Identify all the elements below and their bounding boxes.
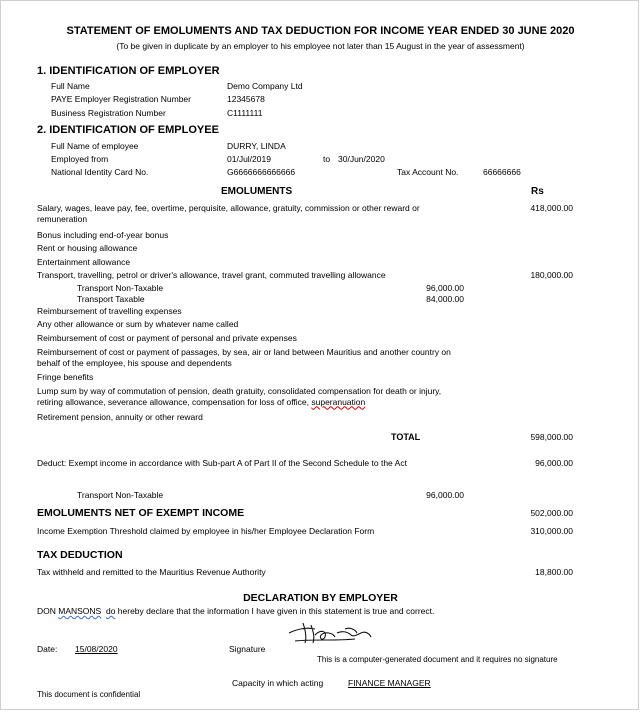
paye-label: PAYE Employer Registration Number xyxy=(51,94,191,104)
nic-value: G6666666666666 xyxy=(227,167,296,177)
employed-to-value: 30/Jun/2020 xyxy=(338,154,385,164)
transport-nontax-value: 96,000.00 xyxy=(426,283,464,293)
employed-to-label: to xyxy=(323,154,331,164)
total-label: TOTAL xyxy=(391,432,421,442)
paye-value: 12345678 xyxy=(227,94,265,104)
employed-from-label: Employed from xyxy=(51,154,109,164)
deduct-label: Deduct: Exempt income in accordance with Sub-part A of Part II of the Second Schedule to the Act xyxy=(37,458,407,468)
tax-label: Tax withheld and remitted to the Mauritius Revenue Authority xyxy=(37,567,266,577)
employed-from-value: 01/Jul/2019 xyxy=(227,154,271,164)
signature-label: Signature xyxy=(229,644,266,654)
retirement-label: Retirement pension, annuity or other reward xyxy=(37,412,203,422)
currency-heading: Rs xyxy=(531,186,544,197)
deduct-value: 96,000.00 xyxy=(535,458,573,468)
declaration-heading: DECLARATION BY EMPLOYER xyxy=(243,592,398,604)
employer-name-value: Demo Company Ltd xyxy=(227,81,303,91)
tax-value: 18,800.00 xyxy=(535,567,573,577)
brn-value: C1111111 xyxy=(227,108,263,118)
threshold-label: Income Exemption Threshold claimed by employee in his/her Employee Declaration Form xyxy=(37,526,375,536)
deduct-transport-label: Transport Non-Taxable xyxy=(77,490,164,500)
fringe-label: Fringe benefits xyxy=(37,372,94,382)
spellcheck-word: superanuation xyxy=(311,396,366,407)
bonus-label: Bonus including end-of-year bonus xyxy=(37,230,169,240)
salary-value: 418,000.00 xyxy=(530,203,573,213)
declaration-text: DON MANSONS do hereby declare that the information I have given in this statement is true and correct. xyxy=(37,606,435,616)
transport-value: 180,000.00 xyxy=(530,270,573,280)
reimb-personal-label: Reimbursement of cost or payment of personal and private expenses xyxy=(37,333,297,343)
confidential-note: This document is confidential xyxy=(37,690,141,699)
signature-image xyxy=(285,619,397,647)
salary-label: Salary, wages, leave pay, fee, overtime, perquisite, allowance, gratuity, commission or other reward or remuneration xyxy=(37,203,420,224)
net-heading: EMOLUMENTS NET OF EXEMPT INCOME xyxy=(37,507,245,519)
reimb-travel-label: Reimbursement of travelling expenses xyxy=(37,306,182,316)
employee-name-label: Full Name of employee xyxy=(51,141,139,151)
date-value: 15/08/2020 xyxy=(75,644,118,654)
capacity-value: FINANCE MANAGER xyxy=(348,678,431,688)
employee-name-value: DURRY, LINDA xyxy=(227,141,286,151)
nic-label: National Identity Card No. xyxy=(51,167,149,177)
reimb-passages-label: Reimbursement of cost or payment of passages, by sea, air or land between Mauritius and another country on behalf of the employee, his spouse and dependents xyxy=(37,347,451,368)
tax-account-label: Tax Account No. xyxy=(397,167,459,177)
total-value: 598,000.00 xyxy=(530,432,573,442)
employer-name-label: Full Name xyxy=(51,81,90,91)
capacity-label: Capacity in which acting xyxy=(232,678,324,688)
employer-heading: 1. IDENTIFICATION OF EMPLOYER xyxy=(37,65,220,77)
other-allowance-label: Any other allowance or sum by whatever name called xyxy=(37,319,239,329)
transport-tax-value: 84,000.00 xyxy=(426,294,464,304)
net-value: 502,000.00 xyxy=(530,508,573,518)
date-label: Date: xyxy=(37,644,58,654)
rent-label: Rent or housing allowance xyxy=(37,243,138,253)
tax-account-value: 66666666 xyxy=(483,167,521,177)
document-title: STATEMENT OF EMOLUMENTS AND TAX DEDUCTION FOR INCOME YEAR ENDED 30 JUNE 2020 xyxy=(66,25,575,37)
transport-label: Transport, travelling, petrol or driver's allowance, travel grant, commuted travelling allowance xyxy=(37,270,386,280)
threshold-value: 310,000.00 xyxy=(530,526,573,536)
lump-sum-label: Lump sum by way of commutation of pension, death gratuity, consolidated compensation for death or injury, retiring allowance, severance allowance, compensation for loss of office, superanuation xyxy=(37,386,442,407)
document-subtitle: (To be given in duplicate by an employer to his employee not later than 15 August in the year of assessment) xyxy=(116,41,525,51)
employee-heading: 2. IDENTIFICATION OF EMPLOYEE xyxy=(37,124,219,136)
entertainment-label: Entertainment allowance xyxy=(37,257,131,267)
transport-nontax-label: Transport Non-Taxable xyxy=(77,283,164,293)
employer-representative-name: MANSONS xyxy=(58,606,102,616)
emoluments-heading: EMOLUMENTS xyxy=(221,186,293,197)
transport-tax-label: Transport Taxable xyxy=(77,294,145,304)
computer-generated-note: This is a computer-generated document and it requires no signature xyxy=(317,655,558,664)
deduct-transport-value: 96,000.00 xyxy=(426,490,464,500)
brn-label: Business Registration Number xyxy=(51,108,166,118)
tax-heading: TAX DEDUCTION xyxy=(37,549,123,561)
